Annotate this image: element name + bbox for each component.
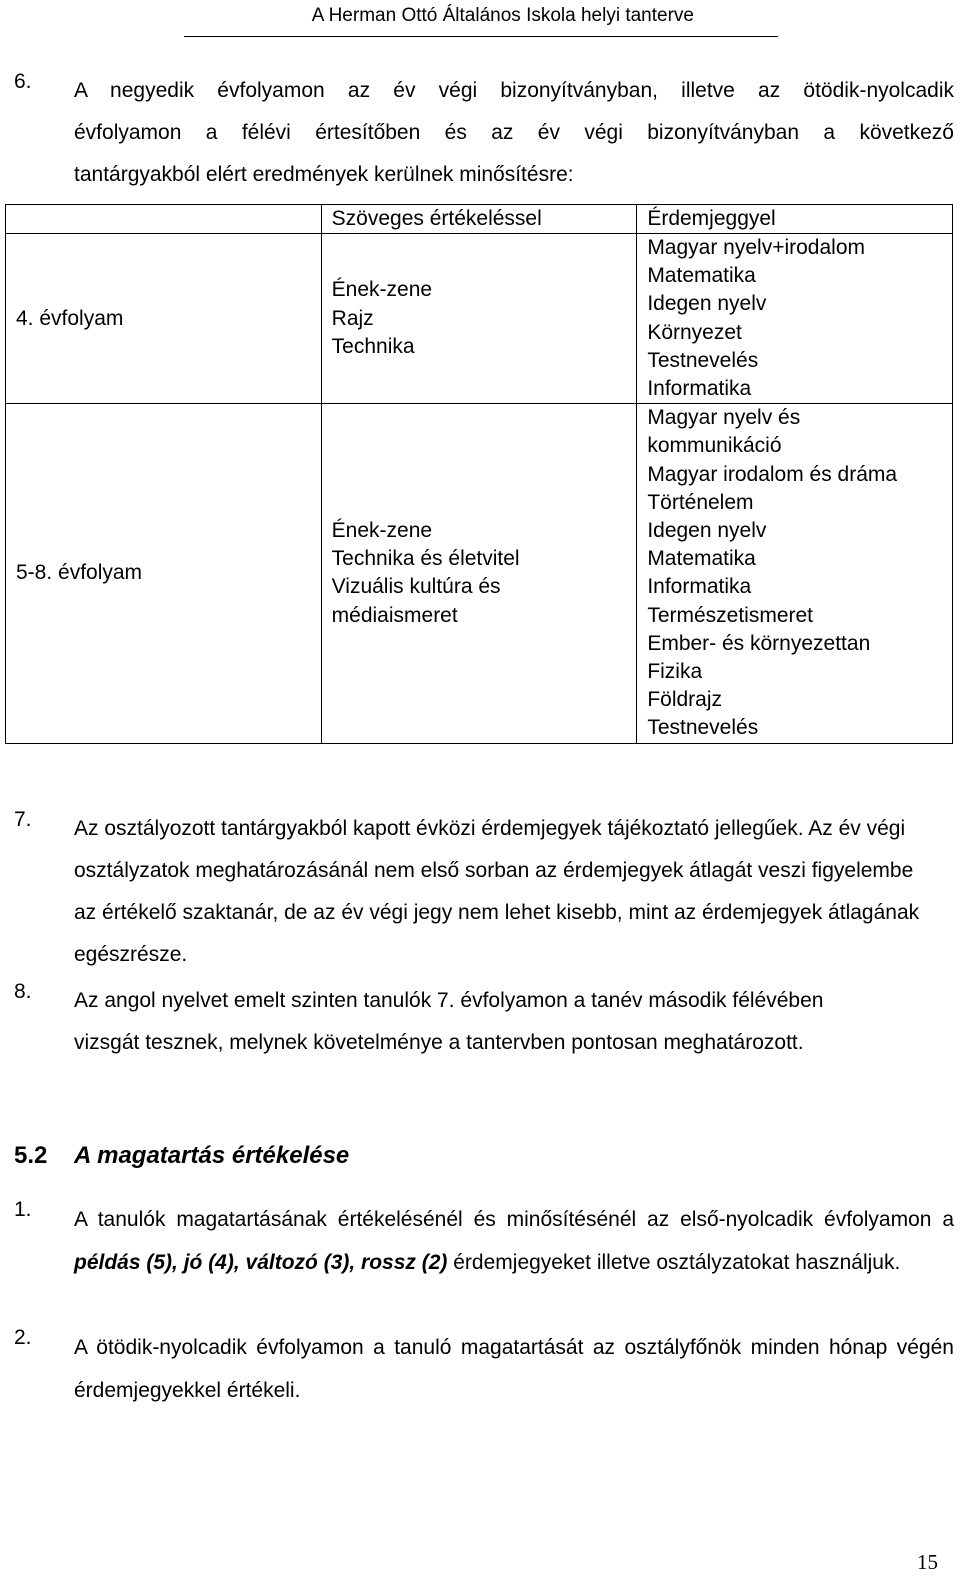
marks-cell bbox=[637, 404, 953, 743]
section-heading bbox=[14, 1142, 349, 1170]
grade-cell: 4. évfolyam bbox=[6, 234, 322, 404]
list-item: Történelem bbox=[647, 490, 754, 514]
list-item: Fizika bbox=[647, 660, 703, 684]
list-item: Idegen nyelv bbox=[647, 292, 767, 316]
item-7 bbox=[14, 808, 954, 976]
item-number: 2. bbox=[14, 1326, 32, 1349]
list-item: kommunikáció bbox=[647, 434, 782, 458]
list-item: Technika és életvitel bbox=[331, 547, 520, 571]
behavior-1-after: érdemjegyeket illetve osztályzatokat használjuk. bbox=[453, 1251, 901, 1274]
list-item: Testnevelés bbox=[647, 348, 759, 372]
list-item: Technika bbox=[331, 334, 415, 358]
item-8 bbox=[14, 980, 954, 1064]
header-marks: Érdemjeggyel bbox=[637, 205, 953, 234]
text-eval-cell bbox=[321, 234, 637, 404]
item-6-line: tantárgyakból elért eredmények kerülnek minősítésre: bbox=[74, 163, 574, 186]
item-number: 1. bbox=[14, 1198, 32, 1221]
header-empty-cell bbox=[6, 205, 322, 234]
behavior-item-2-text: A ötödik-nyolcadik évfolyamon a tanuló magatartását az osztályfőnök minden hónap végén érdemjegyekkel értékeli. bbox=[74, 1336, 954, 1402]
subjects-table bbox=[5, 204, 953, 744]
text-eval-cell bbox=[321, 404, 637, 743]
item-6 bbox=[14, 70, 954, 196]
section-number: 5.2 bbox=[14, 1142, 48, 1169]
marks-cell bbox=[637, 234, 953, 404]
list-item: Matematika bbox=[647, 264, 756, 288]
list-item: Magyar nyelv és bbox=[647, 406, 801, 430]
behavior-item-1-text bbox=[74, 1198, 954, 1284]
page-number: 15 bbox=[917, 1550, 938, 1574]
item-number: 7. bbox=[14, 808, 32, 831]
header-rule bbox=[184, 36, 778, 37]
list-item: Természetismeret bbox=[647, 603, 814, 627]
header-text-eval: Szöveges értékeléssel bbox=[321, 205, 637, 234]
item-8-text: Az angol nyelvet emelt szinten tanulók 7. évfolyamon a tanév második félévében vizsgát tesznek, melynek követelménye a tantervben pontosan meghatározott. bbox=[74, 989, 824, 1054]
grade-cell: 5-8. évfolyam bbox=[6, 404, 322, 743]
table-row bbox=[6, 234, 953, 404]
list-item: Testnevelés bbox=[647, 716, 759, 740]
list-item: Matematika bbox=[647, 547, 756, 571]
behavior-1-before: A tanulók magatartásának értékelésénél és minősítésénél az első-nyolcadik évfolyamon a bbox=[74, 1208, 954, 1231]
item-6-line: évfolyamon a félévi értesítőben és az év végi bizonyítványban a következő bbox=[74, 121, 954, 144]
list-item: Vizuális kultúra és bbox=[331, 575, 501, 599]
list-item: Informatika bbox=[647, 377, 752, 401]
list-item: Földrajz bbox=[647, 688, 723, 712]
item-6-line: A negyedik évfolyamon az év végi bizonyítványban, illetve az ötödik-nyolcadik bbox=[74, 79, 954, 102]
item-number: 8. bbox=[14, 980, 32, 1003]
list-item: Magyar irodalom és dráma bbox=[647, 462, 898, 486]
behavior-grades: példás (5), jó (4), változó (3), rossz (2) bbox=[74, 1251, 448, 1274]
list-item: médiaismeret bbox=[331, 603, 458, 627]
table-row bbox=[6, 404, 953, 743]
list-item: Idegen nyelv bbox=[647, 519, 767, 543]
list-item: Ember- és környezettan bbox=[647, 631, 871, 655]
list-item: Ének-zene bbox=[331, 278, 433, 302]
table-header-row bbox=[6, 205, 953, 234]
list-item: Környezet bbox=[647, 320, 742, 344]
list-item: Magyar nyelv+irodalom bbox=[647, 236, 865, 259]
behavior-item-1 bbox=[14, 1198, 954, 1284]
section-title: A magatartás értékelése bbox=[74, 1142, 350, 1169]
list-item: Informatika bbox=[647, 575, 752, 599]
list-item: Rajz bbox=[331, 306, 374, 330]
behavior-item-2 bbox=[14, 1326, 954, 1412]
list-item: Ének-zene bbox=[331, 519, 433, 543]
item-7-text: Az osztályozott tantárgyakból kapott évközi érdemjegyek tájékoztató jellegűek. Az év végi osztályzatok meghatározásánál nem első sorban az érdemjegyek átlagát veszi figyelembe az értékelő szaktanár, de az év végi jegy nem lehet kisebb, mint az érdemjegyek átlagának egészrésze. bbox=[74, 817, 920, 966]
page-header-title: A Herman Ottó Általános Iskola helyi tanterve bbox=[311, 5, 694, 26]
item-number: 6. bbox=[14, 70, 32, 93]
